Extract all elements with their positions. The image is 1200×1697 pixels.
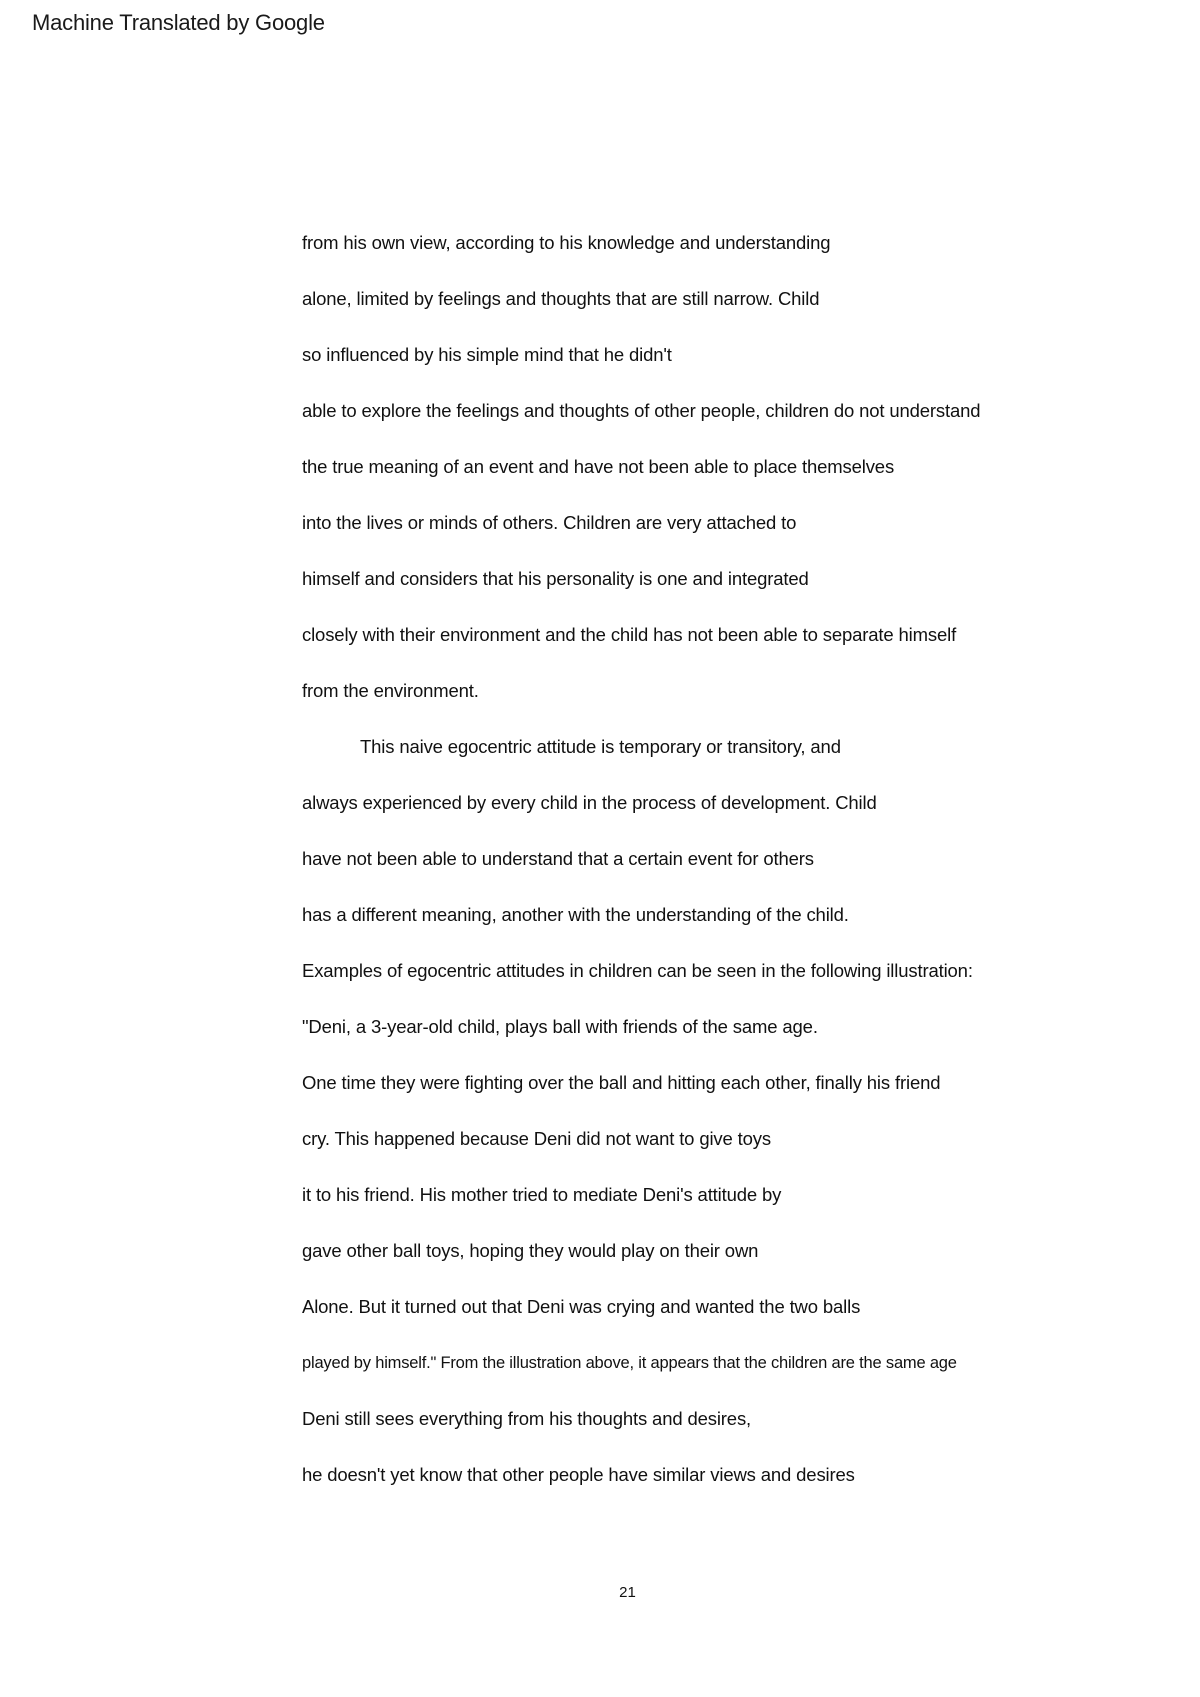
paragraph-start-line: This naive egocentric attitude is temporary or transitory, and	[360, 736, 841, 757]
text-line: One time they were fighting over the ball and hitting each other, finally his friend	[302, 1072, 941, 1093]
text-line: closely with their environment and the child has not been able to separate himself	[302, 624, 957, 645]
text-line: "Deni, a 3-year-old child, plays ball with friends of the same age.	[302, 1016, 818, 1037]
text-line: played by himself." From the illustration above, it appears that the children are the same age	[302, 1354, 957, 1372]
text-line: Alone. But it turned out that Deni was crying and wanted the two balls	[302, 1296, 861, 1317]
text-line: so influenced by his simple mind that he didn't	[302, 344, 672, 365]
text-line: it to his friend. His mother tried to mediate Deni's attitude by	[302, 1184, 782, 1205]
text-line: gave other ball toys, hoping they would play on their own	[302, 1240, 759, 1261]
text-line: from the environment.	[302, 680, 479, 701]
text-line: Deni still sees everything from his thoughts and desires,	[302, 1408, 752, 1429]
text-line: have not been able to understand that a certain event for others	[302, 848, 814, 869]
text-line: always experienced by every child in the process of development. Child	[302, 792, 877, 813]
text-line: cry. This happened because Deni did not want to give toys	[302, 1128, 771, 1149]
text-line: Examples of egocentric attitudes in children can be seen in the following illustration:	[302, 960, 973, 981]
page-number: 21	[619, 1584, 636, 1601]
text-line: he doesn't yet know that other people have similar views and desires	[302, 1464, 855, 1485]
body-text	[302, 229, 1062, 1517]
text-line: into the lives or minds of others. Children are very attached to	[302, 512, 797, 533]
text-line: has a different meaning, another with the understanding of the child.	[302, 904, 849, 925]
machine-translation-banner: Machine Translated by Google	[32, 10, 325, 35]
text-line: alone, limited by feelings and thoughts that are still narrow. Child	[302, 288, 820, 309]
text-line: himself and considers that his personality is one and integrated	[302, 568, 809, 589]
text-line: the true meaning of an event and have not been able to place themselves	[302, 456, 895, 477]
text-line: able to explore the feelings and thoughts of other people, children do not understand	[302, 400, 981, 421]
text-line: from his own view, according to his knowledge and understanding	[302, 232, 831, 253]
